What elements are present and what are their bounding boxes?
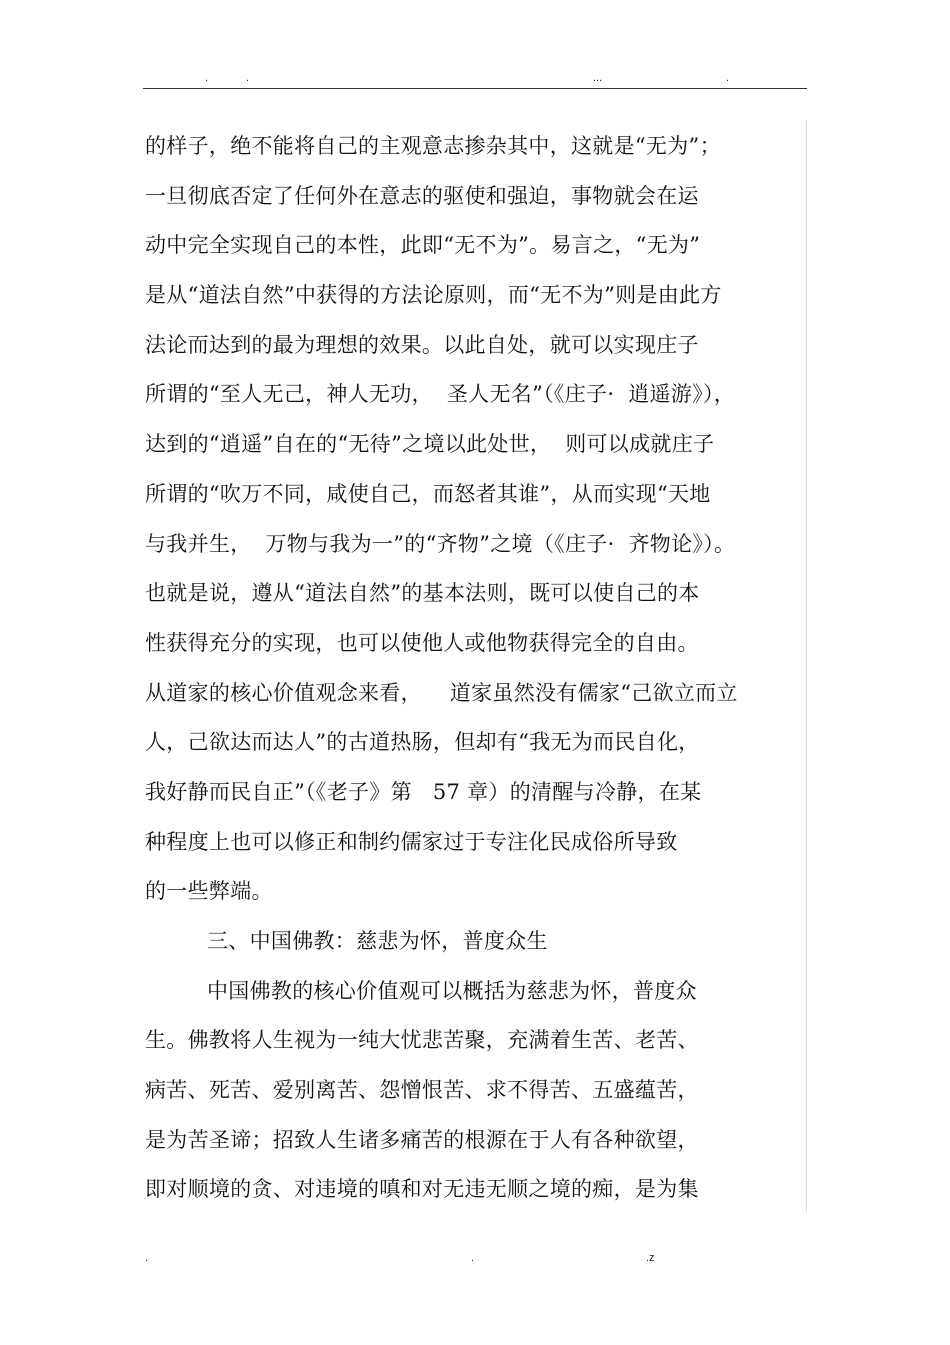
text-line: 中国佛教的核心价值观可以概括为慈悲为怀，普度众	[207, 978, 697, 1003]
text-line: 是从“道法自然”中获得的方法论原则，而“无不为”则是由此方	[145, 283, 722, 308]
text-line: 性获得充分的实现，也可以使他人或他物获得完全的自由。	[145, 630, 699, 655]
document-body	[145, 126, 825, 1219]
footer-mark-center: .	[471, 1252, 475, 1264]
text-line: 我好静而民自正”（《老子》第 57 章）的清醒与冷静，在某	[145, 779, 702, 804]
text-line: 是为苦圣谛；招致人生诸多痛苦的根源在于人有各种欲望，	[145, 1127, 699, 1152]
text-line: 病苦、死苦、爱别离苦、怨憎恨苦、求不得苦、五盛蕴苦，	[145, 1078, 699, 1103]
text-line: 的样子，绝不能将自己的主观意志掺杂其中，这就是“无为”；	[145, 134, 721, 158]
footer-mark-right: .z	[646, 1252, 655, 1264]
header-mark-left-1: .	[205, 72, 209, 84]
text-line: 法论而达到的最为理想的效果。以此自处，就可以实现庄子	[145, 332, 699, 357]
text-line: 从道家的核心价值观念来看， 道家虽然没有儒家“己欲立而立	[145, 680, 738, 705]
header-mark-center: ...	[593, 72, 603, 84]
text-line: 种程度上也可以修正和制约儒家过于专注化民成俗所导致	[145, 829, 678, 854]
header-mark-right: .	[726, 72, 730, 84]
header-mark-left-2: .	[246, 72, 250, 84]
text-line: 人，己欲达而达人”的古道热肠，但却有“我无为而民自化，	[145, 730, 700, 755]
page-header	[143, 70, 807, 90]
text-line: 的一些弊端。	[145, 879, 273, 904]
header-divider	[143, 88, 807, 89]
text-line: 即对顺境的贪、对违境的嗔和对无违无顺之境的痴，是为集	[145, 1177, 699, 1202]
text-line: 动中完全实现自己的本性，此即“无不为”。易言之，“无为”	[145, 233, 701, 258]
text-line: 与我并生， 万物与我为一”的“齐物”之境（《庄子· 齐物论》）。	[145, 531, 736, 556]
text-line: 生。佛教将人生视为一纯大忧悲苦聚，充满着生苦、老苦、	[145, 1028, 699, 1053]
page-footer	[143, 1250, 807, 1270]
text-line: 也就是说，遵从“道法自然”的基本法则，既可以使自己的本	[145, 581, 700, 606]
text-line: 所谓的“吹万不同，咸使自己，而怒者其谁”，从而实现“天地	[145, 481, 711, 506]
text-line: 达到的“逍遥”自在的“无待”之境以此处世， 则可以成就庄子	[145, 432, 715, 457]
footer-mark-left: .	[145, 1252, 149, 1264]
text-line: 一旦彻底否定了任何外在意志的驱使和强迫，事物就会在运	[145, 183, 699, 208]
text-line: 三、中国佛教：慈悲为怀，普度众生	[207, 929, 548, 953]
text-line: 所谓的“至人无己，神人无功， 圣人无名”（《庄子· 逍遥游》），	[145, 382, 736, 407]
